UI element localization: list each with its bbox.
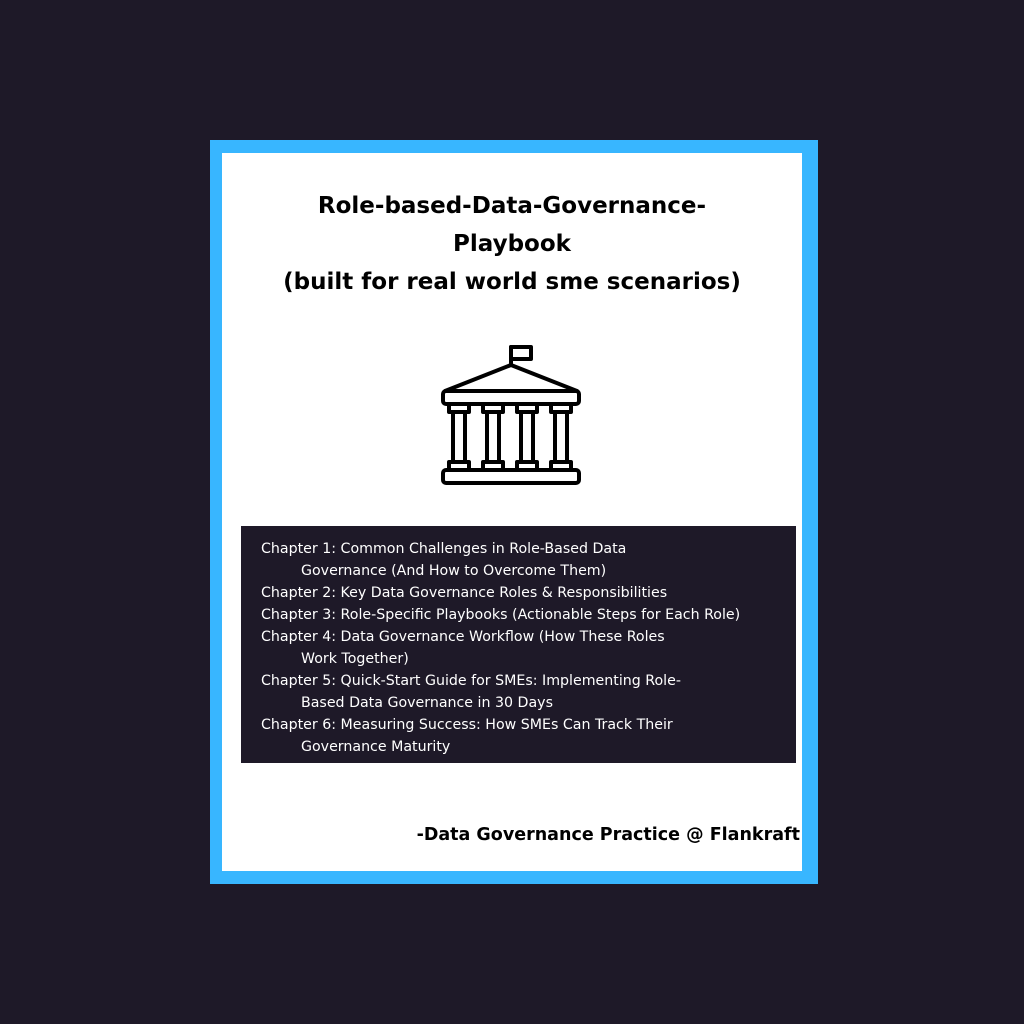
toc-chapter-6: Chapter 6: Measuring Success: How SMEs Can Track Their: [261, 717, 673, 733]
toc-chapter-6-continued: Governance Maturity: [301, 739, 451, 755]
cover-title: [222, 187, 802, 301]
toc-chapter-5-continued: Based Data Governance in 30 Days: [301, 695, 553, 711]
toc-chapter-3: Chapter 3: Role-Specific Playbooks (Actionable Steps for Each Role): [261, 607, 741, 623]
title-line-1: Role-based-Data-Governance-: [317, 193, 707, 219]
toc-chapter-5: Chapter 5: Quick-Start Guide for SMEs: Implementing Role-: [261, 673, 681, 689]
toc-chapter-4-continued: Work Together): [301, 651, 409, 667]
toc-chapter-1-continued: Governance (And How to Overcome Them): [301, 563, 607, 579]
title-line-2: Playbook: [453, 231, 571, 257]
government-building-icon: [436, 339, 586, 491]
author-credit: -Data Governance Practice @ Flankraft: [416, 825, 800, 845]
cover-page: [222, 153, 802, 871]
toc-chapter-1: Chapter 1: Common Challenges in Role-Based Data: [261, 541, 627, 557]
table-of-contents: [241, 526, 796, 763]
title-line-3: (built for real world sme scenarios): [283, 269, 741, 295]
toc-chapter-2: Chapter 2: Key Data Governance Roles & Responsibilities: [261, 585, 668, 601]
toc-chapter-4: Chapter 4: Data Governance Workflow (How These Roles: [261, 629, 665, 645]
